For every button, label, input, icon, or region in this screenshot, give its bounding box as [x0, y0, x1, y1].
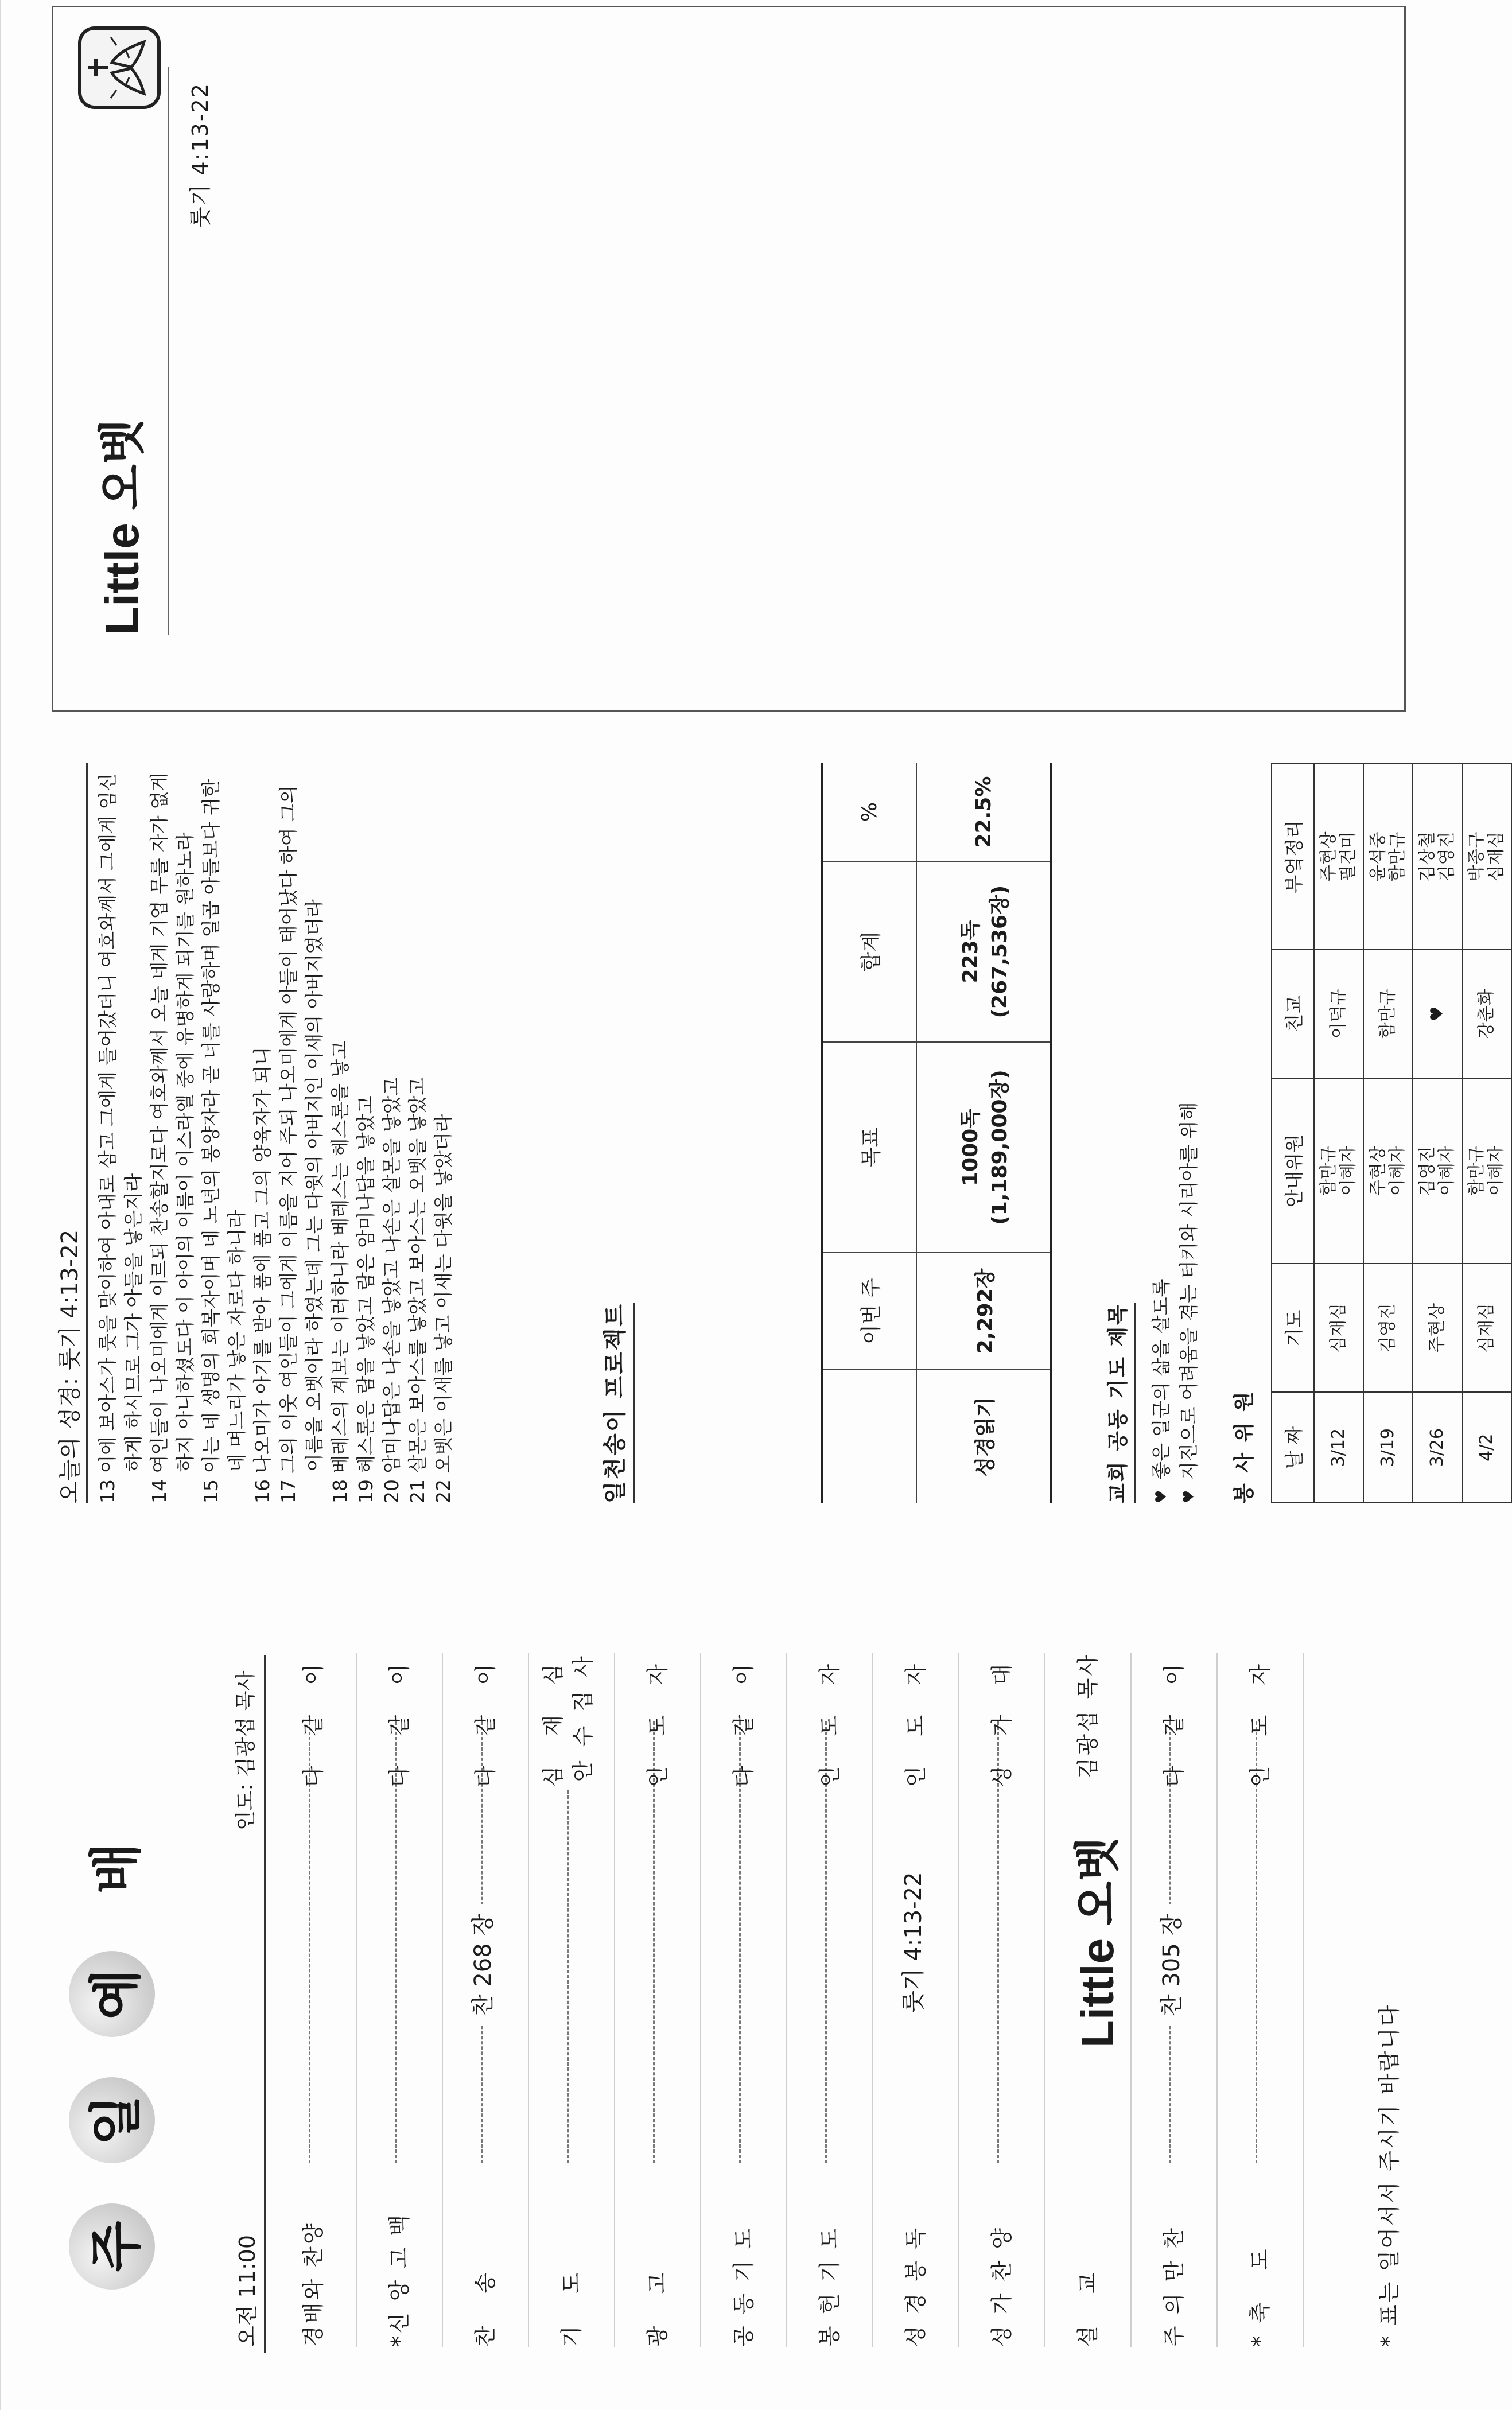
service-kitchen: [1314, 764, 1363, 950]
project-header-goal: 목표: [822, 1042, 916, 1253]
usher-2: 이혜자: [1486, 1146, 1506, 1196]
sermon-notes-panel: [52, 6, 1406, 712]
service-date: 3/19: [1363, 1392, 1413, 1503]
project-data-row: [916, 763, 1051, 1503]
service-kitchen: [1363, 764, 1413, 950]
order-hymn-number: 찬 305 장: [1153, 1904, 1186, 2026]
project-goal-main: 1000독: [959, 1109, 982, 1186]
service-header-fellowship: 친교: [1272, 950, 1314, 1078]
order-person-title: 안 수 집 사: [570, 1653, 596, 1782]
prayer-item-2: [1175, 1102, 1203, 1503]
order-label: *신 앙 고 백: [387, 2212, 412, 2347]
kitchen-1: 윤석중: [1368, 831, 1388, 882]
usher-2: 이혜자: [1387, 1146, 1408, 1196]
service-header-prayer: 기도: [1272, 1264, 1314, 1392]
project-header-row: [822, 763, 916, 1503]
order-dash: [309, 1721, 310, 2163]
service-row: [1413, 764, 1462, 1503]
order-row-common-prayer: [700, 1653, 787, 2347]
usher-1: 김영진: [1417, 1146, 1437, 1196]
order-row-prayer: [528, 1653, 615, 2347]
project-header-this-week: 이번 주: [822, 1253, 916, 1370]
kitchen-2: 심재심: [1486, 831, 1506, 882]
service-header-usher: 안내위원: [1272, 1078, 1314, 1264]
service-time: 오전 11:00: [235, 2234, 260, 2347]
order-dash: [395, 1721, 397, 2163]
usher-1: 함만규: [1467, 1146, 1487, 1196]
project-goal-sub: (1,189,000장): [988, 1070, 1012, 1225]
verse-19: 19 헤스론은 람을 낳았고 람은 암미나답을 낳았고: [355, 1095, 377, 1503]
worship-order-panel: [0, 1601, 1463, 2410]
service-leader: 인도: 김광섭 목사: [234, 1670, 258, 1830]
order-label: 기 도: [559, 2260, 584, 2347]
service-usher: [1363, 1078, 1413, 1264]
order-person: 다 같 이: [473, 1653, 498, 1787]
project-goal: [916, 1042, 1051, 1253]
order-dash: [1256, 1721, 1257, 2163]
notes-scripture-ref: 룻기 4:13-22: [188, 83, 213, 228]
order-person: 성 가 대: [989, 1653, 1015, 1787]
service-row: [1462, 764, 1511, 1503]
service-date: 4/2: [1462, 1392, 1511, 1503]
service-prayer: 심재심: [1462, 1264, 1511, 1392]
order-label: 광 고: [645, 2260, 670, 2347]
prayer-list: [1148, 1102, 1203, 1503]
scripture-rule: [86, 763, 88, 1503]
usher-2: 이혜자: [1338, 1146, 1358, 1196]
praying-hands-cross-icon: [76, 25, 162, 111]
order-person: [538, 1653, 598, 1787]
kitchen-2: 김영진: [1437, 831, 1457, 882]
order-person: 김광섭 목사: [1075, 1653, 1101, 1779]
service-usher: [1462, 1078, 1511, 1264]
order-dash: [997, 1721, 999, 2163]
order-row-choir: [958, 1653, 1045, 2347]
title-char-4: 배: [85, 1843, 147, 1894]
project-table: [821, 763, 1052, 1503]
project-header-total: 합계: [822, 861, 916, 1042]
service-prayer: 김영진: [1363, 1264, 1413, 1392]
service-header-row: [1272, 764, 1314, 1503]
usher-2: 이혜자: [1437, 1146, 1457, 1196]
service-usher: [1413, 1078, 1462, 1264]
order-row-praise: [270, 1653, 357, 2347]
order-label: 찬 송: [473, 2260, 498, 2347]
verse-21: 21 살몬은 보아스를 낳았고 보아스는 오벳을 낳았고: [406, 1077, 429, 1503]
order-person: 다 같 이: [301, 1653, 326, 1787]
kitchen-1: 김상철: [1417, 831, 1437, 882]
heart-icon: ♥: [1153, 1490, 1170, 1503]
project-header-percent: %: [822, 763, 916, 861]
order-row-sermon: [1044, 1653, 1132, 2347]
scripture-panel: [0, 734, 1506, 1561]
order-label: 성 가 찬 양: [989, 2225, 1015, 2347]
service-table: [1271, 763, 1512, 1503]
verse-16: 16 나오미가 아기를 받아 품에 품고 그의 양육자가 되니: [251, 1047, 274, 1503]
kitchen-1: 박종구: [1467, 831, 1487, 882]
order-label: 경배와 찬양: [301, 2221, 326, 2347]
usher-1: 주현상: [1368, 1146, 1388, 1196]
order-label: 공 동 기 도: [731, 2225, 756, 2347]
service-prayer: 주현상: [1413, 1264, 1462, 1392]
order-label: 설 교: [1075, 2260, 1101, 2347]
order-label: 성 경 봉 독: [903, 2225, 928, 2347]
order-dash: [739, 1721, 741, 2163]
service-fellowship: 이덕규: [1314, 950, 1363, 1078]
order-row-creed: [356, 1653, 443, 2347]
service-fellowship: 함만규: [1363, 950, 1413, 1078]
order-label: *축 도: [1247, 2236, 1273, 2347]
order-person: 다 같 이: [387, 1653, 412, 1787]
service-header-date: 날 짜: [1272, 1392, 1314, 1503]
project-title: 일천송이 프로젝트: [597, 1303, 635, 1503]
project-percent: 22.5%: [916, 763, 1051, 861]
service-date: 3/12: [1314, 1392, 1363, 1503]
order-person: 인 도 자: [1247, 1653, 1273, 1787]
scripture-title: 오늘의 성경: 룻기 4:13-22: [57, 1229, 83, 1503]
title-char-3: 예: [69, 1951, 155, 2037]
service-kitchen: [1413, 764, 1462, 950]
order-person: 인 도 자: [817, 1653, 842, 1787]
service-header-kitchen: 부엌정리: [1272, 764, 1314, 950]
kitchen-2: 필건미: [1338, 831, 1358, 882]
verse-20: 20 암미나답은 나손을 낳았고 나손은 살몬을 낳았고: [380, 1077, 403, 1503]
notes-sermon-title: Little 오벳: [96, 418, 149, 635]
prayer-text: 지진으로 어려움을 겪는 터키와 시리아를 위해: [1177, 1102, 1200, 1480]
project-header-blank: [822, 1370, 916, 1503]
project-total: [916, 861, 1051, 1042]
service-kitchen: [1462, 764, 1511, 950]
order-label: 주 의 만 찬: [1161, 2225, 1187, 2347]
order-person-name: 심 재 심: [541, 1653, 566, 1787]
order-row-communion: [1130, 1653, 1218, 2347]
heart-icon: ♥: [1180, 1490, 1198, 1503]
title-char-2: 일: [69, 2077, 155, 2163]
order-dash: [653, 1721, 655, 2163]
service-prayer: 심재심: [1314, 1264, 1363, 1392]
order-label: 봉 헌 기 도: [817, 2225, 842, 2347]
service-title: 봉 사 위 원: [1233, 1390, 1256, 1503]
prayer-item-1: [1148, 1102, 1175, 1503]
order-person: 다 같 이: [1161, 1653, 1187, 1787]
order-person: 인 도 자: [903, 1653, 928, 1787]
order-row-hymn: [442, 1653, 529, 2347]
verse-14: 14 여인들이 나오미에게 이르되 찬송할지로다 여호와께서 오늘 네게 기업 무를 자가 없게 하지 아니하셨도다 이 아이의 이름이 이스라엘 중에 유명하게 되기를 원하노라: [148, 772, 196, 1503]
service-date: 3/26: [1413, 1392, 1462, 1503]
project-this-week: 2,292장: [916, 1253, 1051, 1370]
worship-title: [69, 1843, 155, 2290]
order-person: 인 도 자: [645, 1653, 670, 1787]
usher-1: 함만규: [1319, 1146, 1339, 1196]
order-sermon-title: Little 오벳: [1072, 1837, 1123, 2048]
kitchen-2: 함만규: [1387, 831, 1408, 882]
project-total-main: 223독: [959, 920, 982, 984]
notes-header: [53, 7, 237, 710]
notes-rule: [168, 67, 169, 635]
project-total-sub: (267,536장): [988, 885, 1012, 1019]
verse-17: 17 그의 이웃 여인들이 그에게 이름을 지어 주되 나오미에게 아들이 태어났다 하여 그의 이름을 오벳이라 하였는데 그는 다윗의 아버지인 이새의 아버지였더라: [277, 785, 325, 1503]
order-row-benediction: [1216, 1653, 1304, 2347]
order-top-rule: [264, 1655, 266, 2353]
order-dash: [567, 1790, 569, 2163]
service-fellowship: ♥: [1413, 950, 1462, 1078]
order-scripture-ref: 룻기 4:13-22: [900, 1872, 927, 2013]
kitchen-1: 주현상: [1319, 831, 1339, 882]
title-char-1: 주: [69, 2203, 155, 2290]
order-person: 다 같 이: [731, 1653, 756, 1787]
standing-footnote: * 표는 일어서서 주시기 바랍니다: [1377, 2003, 1402, 2347]
verse-22: 22 오벳은 이새를 낳고 이새는 다윗을 낳았더라: [432, 1114, 454, 1503]
verse-18: 18 베레스의 계보는 이러하니라 베레스는 헤스론을 낳고: [329, 1040, 351, 1503]
order-row-announcements: [614, 1653, 701, 2347]
service-fellowship: 강춘화: [1462, 950, 1511, 1078]
verse-13: 13 이에 보아스가 룻을 맞이하여 아내로 삼고 그에게 들어갔더니 여호와께서 그에게 임신하게 하시므로 그가 아들을 낳은지라: [96, 772, 145, 1503]
scripture-verses: [95, 763, 456, 1503]
order-row-offering-prayer: [786, 1653, 873, 2347]
service-row: [1314, 764, 1363, 1503]
service-usher: [1314, 1078, 1363, 1264]
service-row: [1363, 764, 1413, 1503]
prayer-title: 교회 공동 기도 제목: [1102, 1303, 1136, 1503]
project-row-label: 성경읽기: [916, 1370, 1051, 1503]
verse-15: 15 이는 네 생명의 회복자이며 네 노년의 봉양자라 곧 너를 사랑하며 일곱 아들보다 귀한 네 며느리가 낳은 자로다 하니라: [200, 779, 248, 1503]
order-row-scripture-reading: [872, 1653, 959, 2347]
prayer-text: 좋은 일군의 삶을 살도록: [1150, 1278, 1172, 1480]
order-dash: [825, 1721, 827, 2163]
order-hymn-number: 찬 268 장: [465, 1904, 497, 2026]
